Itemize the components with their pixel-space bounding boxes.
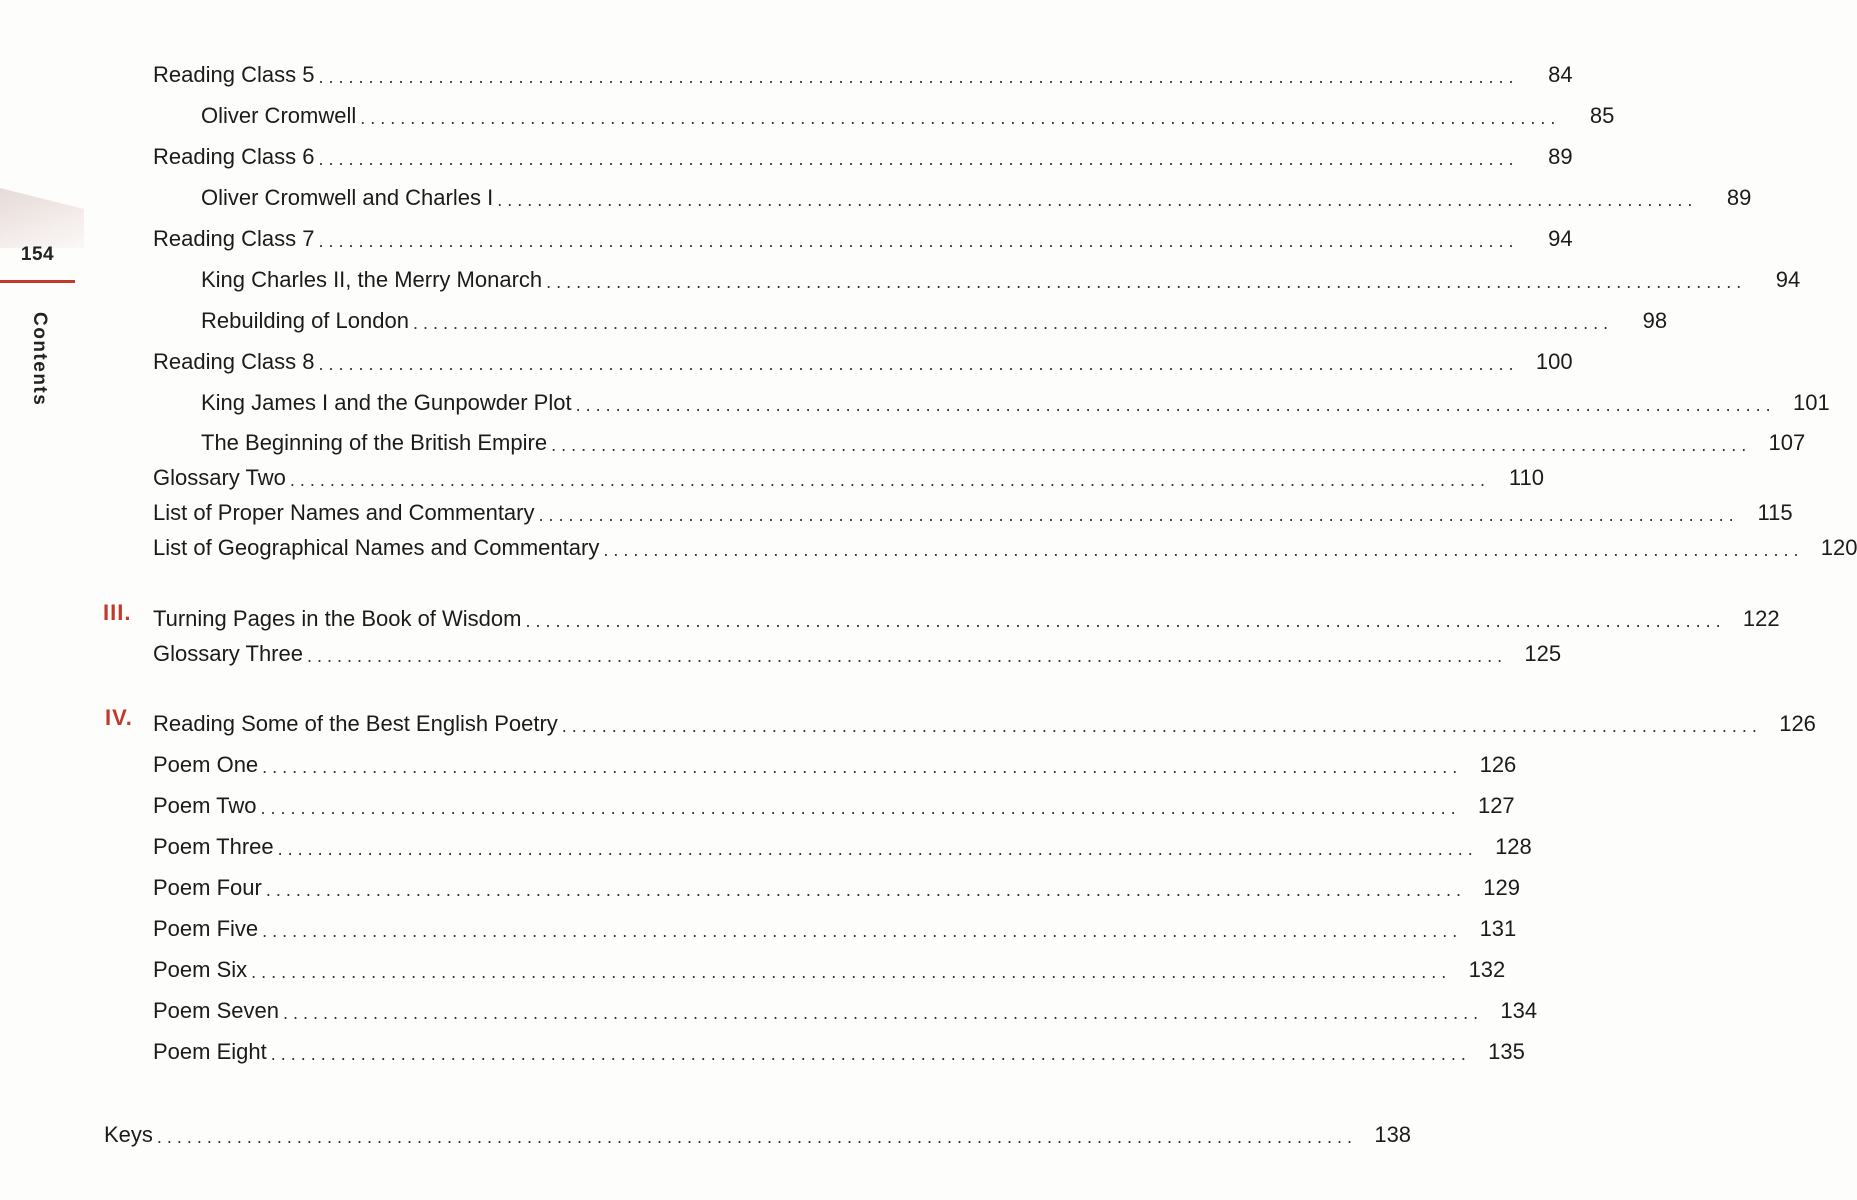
toc-leader-dots: ........................................................................................................................ [546,272,1747,292]
toc-entry-title: Reading Class 7 [153,226,315,251]
toc-entry-page: 107 [1768,430,1806,455]
toc-leader-dots: ........................................................................................................................ [262,921,1463,941]
part-three-numeral: III. [103,600,132,625]
toc-entry-poem-four[interactable] [153,867,1520,901]
toc-entry-poem-seven[interactable] [153,990,1538,1024]
toc-entry-title: The Beginning of the British Empire [201,430,548,455]
toc-entry-oliver-cromwell[interactable] [201,95,1615,129]
toc-entry-title: King Charles II, the Merry Monarch [201,267,543,292]
toc-leader-dots: ........................................................................................................................ [289,470,1490,490]
toc-entry-book-of-wisdom[interactable] [153,598,1780,632]
toc-entry-glossary-three[interactable] [153,633,1562,667]
toc-entry-title: Reading Class 6 [153,144,315,169]
toc-leader-dots: ........................................................................................................................ [156,1127,1358,1147]
toc-entry-title: Keys [104,1122,153,1147]
toc-entry-page: 101 [1792,390,1830,415]
toc-entry-title: Poem Seven [153,998,279,1023]
toc-entry-title: Poem Two [153,793,257,818]
toc-entry-charles-ii[interactable] [201,259,1801,293]
toc-entry-page: 131 [1479,916,1517,941]
toc-entry-poem-five[interactable] [153,908,1517,942]
toc-entry-page: 134 [1500,998,1538,1023]
toc-entry-reading-class-6[interactable] [153,136,1573,170]
toc-entry-title: Poem Three [153,834,274,859]
toc-entry-british-empire[interactable] [201,422,1806,456]
toc-entry-reading-class-8[interactable] [153,341,1573,375]
toc-entry-reading-class-7[interactable] [153,218,1573,252]
toc-leader-dots: ........................................................................................................................ [318,231,1519,251]
toc-entry-poem-eight[interactable] [153,1031,1525,1065]
toc-entry-title: Reading Some of the Best English Poetry [153,711,558,736]
toc-entry-page: 135 [1488,1039,1525,1064]
toc-entry-page: 84 [1548,62,1573,87]
toc-entry-cromwell-charles[interactable] [201,177,1752,211]
toc-entry-title: Poem Five [153,916,259,941]
toc-entry-proper-names[interactable] [153,492,1793,526]
toc-entry-page: 138 [1374,1122,1412,1147]
toc-entry-title: Oliver Cromwell [201,103,357,128]
toc-entry-title: List of Geographical Names and Commentary [153,535,600,560]
toc-leader-dots: ........................................................................................................................ [525,611,1726,631]
page-number: 154 [20,244,55,265]
toc-entry-page: 94 [1548,226,1573,251]
toc-leader-dots: ........................................................................................................................ [561,716,1762,736]
toc-entry-title: Glossary Three [153,641,303,666]
toc-leader-dots: ........................................................................................................................ [538,505,1739,525]
toc-leader-dots: ........................................................................................................................ [265,880,1466,900]
toc-leader-dots: ........................................................................................................................ [603,540,1804,560]
toc-entry-glossary-two[interactable] [153,457,1544,491]
toc-entry-title: Poem Four [153,875,262,900]
toc-entry-page: 126 [1779,711,1816,736]
toc-entry-page: 120 [1820,535,1857,560]
toc-entry-title: Oliver Cromwell and Charles I [201,185,494,210]
toc-entry-title: Glossary Two [153,465,286,490]
toc-entry-page: 85 [1589,103,1615,128]
toc-entry-poem-two[interactable] [153,785,1515,819]
toc-leader-dots: ........................................................................................................................ [260,798,1461,818]
toc-entry-page: 128 [1495,834,1532,859]
toc-entry-poem-three[interactable] [153,826,1532,860]
toc-leader-dots: ........................................................................................................................ [318,149,1519,169]
toc-leader-dots: ........................................................................................................................ [251,962,1452,982]
toc-entry-title: Turning Pages in the Book of Wisdom [153,606,522,631]
toc-entry-geographical-names[interactable] [153,527,1857,561]
toc-entry-poem-six[interactable] [153,949,1506,983]
toc-entry-page: 115 [1757,500,1793,525]
toc-entry-keys[interactable] [104,1114,1412,1148]
toc-entry-page: 132 [1468,957,1506,982]
toc-entry-title: Reading Class 5 [153,62,315,87]
toc-leader-dots: ........................................................................................................................ [575,395,1776,415]
toc-leader-dots: ........................................................................................................................ [270,1044,1471,1064]
section-label: Contents [29,312,50,407]
toc-entry-page: 100 [1535,349,1573,374]
toc-leader-dots: ........................................................................................................................ [360,108,1561,128]
toc-entry-page: 110 [1508,465,1544,490]
toc-entry-page: 127 [1477,793,1515,818]
toc-entry-title: Reading Class 8 [153,349,315,374]
part-four-numeral: IV. [105,705,133,730]
page-number-rule [0,280,75,283]
toc-entry-title: Rebuilding of London [201,308,409,333]
toc-leader-dots: ........................................................................................................................ [318,354,1519,374]
toc-entry-title: Poem Eight [153,1039,267,1064]
toc-leader-dots: ........................................................................................................................ [412,313,1614,333]
toc-entry-reading-class-5[interactable] [153,54,1573,88]
toc-entry-title: King James I and the Gunpowder Plot [201,390,572,415]
toc-entry-rebuilding-london[interactable] [201,300,1668,334]
toc-entry-best-english-poetry[interactable] [153,703,1816,737]
toc-entry-title: Poem One [153,752,259,777]
toc-entry-page: 98 [1642,308,1668,333]
toc-entry-page: 129 [1483,875,1520,900]
toc-leader-dots: ........................................................................................................................ [306,646,1508,666]
toc-leader-dots: ........................................................................................................................ [277,839,1478,859]
toc-leader-dots: ........................................................................................................................ [497,190,1698,210]
page-corner-fold [0,188,84,248]
toc-leader-dots: ........................................................................................................................ [262,757,1463,777]
toc-entry-page: 89 [1548,144,1573,169]
toc-entry-title: Poem Six [153,957,248,982]
toc-entry-page: 89 [1726,185,1752,210]
toc-entry-page: 94 [1775,267,1801,292]
toc-entry-page: 126 [1479,752,1517,777]
toc-leader-dots: ........................................................................................................................ [318,67,1519,87]
toc-entry-page: 125 [1524,641,1562,666]
toc-entry-page: 122 [1742,606,1780,631]
toc-entry-title: List of Proper Names and Commentary [153,500,535,525]
toc-leader-dots: ........................................................................................................................ [282,1003,1484,1023]
toc-leader-dots: ........................................................................................................................ [551,435,1752,455]
toc-entry-poem-one[interactable] [153,744,1517,778]
toc-entry-gunpowder-plot[interactable] [201,382,1830,416]
